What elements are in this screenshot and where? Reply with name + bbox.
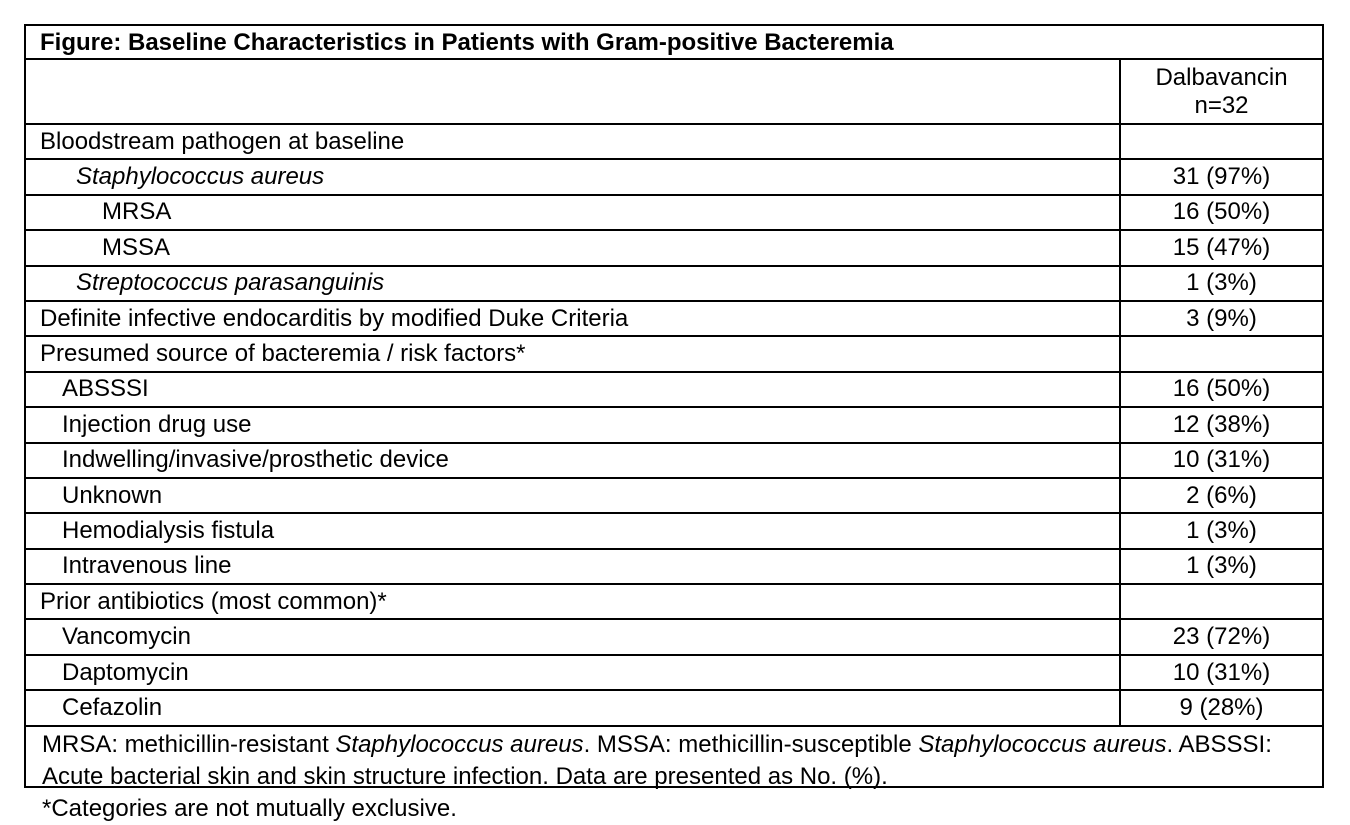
table-figure	[24, 24, 1324, 822]
table-row	[26, 195, 1322, 230]
row-label: Streptococcus parasanguinis	[26, 266, 1120, 301]
column-header-name: Dalbavancin	[1155, 63, 1288, 91]
table-row	[26, 690, 1322, 725]
row-value	[1120, 124, 1322, 159]
column-header-n: n=32	[1194, 91, 1249, 119]
row-value	[1120, 336, 1322, 371]
table-row	[26, 124, 1322, 159]
row-value: 10 (31%)	[1120, 655, 1322, 690]
footnote-text-3: . ABSSSI: Acute bacterial skin and skin structure infection. Data are presented as No. (%).	[42, 730, 1272, 790]
footnote	[26, 727, 1322, 825]
row-label: MRSA	[26, 195, 1120, 230]
table-row	[26, 513, 1322, 548]
footnote-text-2: . MSSA: methicillin-susceptible	[583, 730, 919, 758]
table-row	[26, 159, 1322, 194]
row-label: ABSSSI	[26, 372, 1120, 407]
row-value: 23 (72%)	[1120, 619, 1322, 654]
table-row	[26, 478, 1322, 513]
row-label: MSSA	[26, 230, 1120, 265]
row-value: 2 (6%)	[1120, 478, 1322, 513]
figure-title: Figure: Baseline Characteristics in Patients with Gram-positive Bacteremia	[26, 26, 1322, 60]
row-value	[1120, 584, 1322, 619]
row-value: 1 (3%)	[1120, 549, 1322, 584]
row-label: Indwelling/invasive/prosthetic device	[26, 443, 1120, 478]
table-row	[26, 372, 1322, 407]
row-value: 1 (3%)	[1120, 513, 1322, 548]
row-label: Cefazolin	[26, 690, 1120, 725]
row-value: 12 (38%)	[1120, 407, 1322, 442]
row-label: Staphylococcus aureus	[26, 159, 1120, 194]
table-row	[26, 407, 1322, 442]
footnote-text-1: MRSA: methicillin-resistant	[42, 730, 336, 758]
row-value: 31 (97%)	[1120, 159, 1322, 194]
row-value: 15 (47%)	[1120, 230, 1322, 265]
row-label: Hemodialysis fistula	[26, 513, 1120, 548]
row-label: Prior antibiotics (most common)*	[26, 584, 1120, 619]
table-row	[26, 619, 1322, 654]
footnote-italic-1: Staphylococcus aureus	[335, 730, 584, 758]
row-value: 9 (28%)	[1120, 690, 1322, 725]
table-row	[26, 301, 1322, 336]
row-value: 16 (50%)	[1120, 195, 1322, 230]
row-label: Intravenous line	[26, 549, 1120, 584]
table-row	[26, 266, 1322, 301]
table-row	[26, 655, 1322, 690]
row-label: Presumed source of bacteremia / risk factors*	[26, 336, 1120, 371]
header-empty-cell	[26, 60, 1120, 124]
row-label: Daptomycin	[26, 655, 1120, 690]
row-label: Bloodstream pathogen at baseline	[26, 124, 1120, 159]
table-row	[26, 443, 1322, 478]
row-label: Definite infective endocarditis by modified Duke Criteria	[26, 301, 1120, 336]
table-row	[26, 584, 1322, 619]
row-value: 16 (50%)	[1120, 372, 1322, 407]
header-row	[26, 60, 1322, 124]
table-row	[26, 549, 1322, 584]
column-header-dalbavancin	[1120, 60, 1322, 124]
row-label: Vancomycin	[26, 619, 1120, 654]
row-value: 10 (31%)	[1120, 443, 1322, 478]
table-row	[26, 230, 1322, 265]
row-label: Injection drug use	[26, 407, 1120, 442]
row-value: 1 (3%)	[1120, 266, 1322, 301]
footnote-italic-2: Staphylococcus aureus	[918, 730, 1167, 758]
row-label: Unknown	[26, 478, 1120, 513]
table-row	[26, 336, 1322, 371]
footnote-text-4: *Categories are not mutually exclusive.	[42, 794, 457, 822]
row-value: 3 (9%)	[1120, 301, 1322, 336]
baseline-table	[26, 60, 1322, 727]
